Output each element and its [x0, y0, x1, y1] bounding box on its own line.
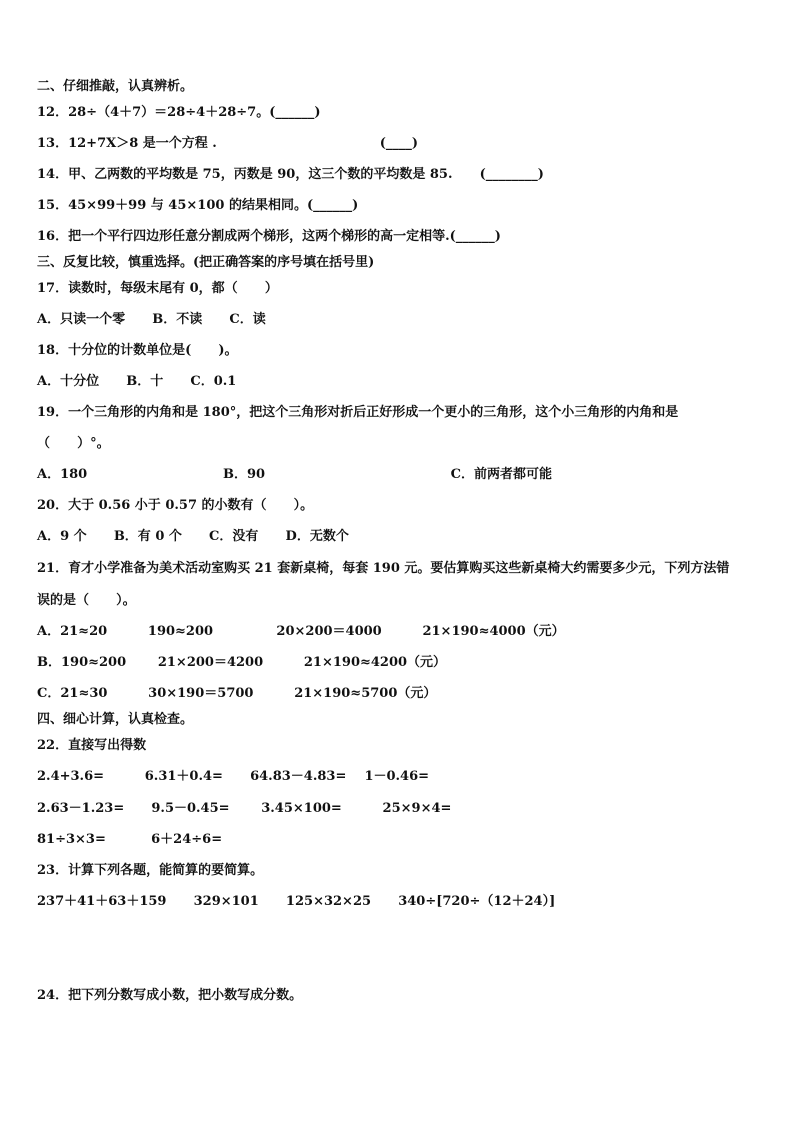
question-23: 23．计算下列各题，能简算的要简算。 — [37, 863, 264, 878]
question-12: 12．28÷（4＋7）＝28÷4＋28÷7。(______) — [37, 105, 321, 120]
question-17-options: A．只读一个零 B．不读 C．读 — [37, 312, 266, 327]
question-19-line2: （ ）°。 — [37, 436, 110, 451]
question-19-options: A．180 B．90 C．前两者都可能 — [37, 467, 552, 482]
question-18: 18．十分位的计数单位是( )。 — [37, 343, 238, 358]
question-19-line1: 19．一个三角形的内角和是 180°，把这个三角形对折后正好形成一个更小的三角形，这个小三角形的内角和是 — [37, 405, 679, 420]
question-23-row1: 237＋41＋63＋159 329×101 125×32×25 340÷[720÷（12＋24）] — [37, 894, 556, 909]
question-18-options: A．十分位 B．十 C．0.1 — [37, 374, 237, 389]
question-13: 13．12+7X＞8 是一个方程 . (____) — [37, 136, 419, 151]
question-22-row2: 2.63－1.23= 9.5－0.45= 3.45×100= 25×9×4= — [37, 801, 452, 816]
section-heading-3: 三、反复比较，慎重选择。(把正确答案的序号填在括号里) — [37, 255, 375, 270]
question-21-line2: 误的是（ ）。 — [37, 593, 136, 608]
question-21-option-b: B．190≈200 21×200＝4200 21×190≈4200（元） — [37, 655, 447, 670]
question-22-row3: 81÷3×3= 6＋24÷6= — [37, 832, 223, 847]
question-21-option-c: C．21≈30 30×190＝5700 21×190≈5700（元） — [37, 686, 437, 701]
question-20: 20．大于 0.56 小于 0.57 的小数有（ ）。 — [37, 498, 314, 513]
question-14: 14．甲、乙两数的平均数是 75，丙数是 90，这三个数的平均数是 85. (________) — [37, 167, 544, 182]
question-22: 22．直接写出得数 — [37, 738, 147, 753]
question-20-options: A．9 个 B．有 0 个 C．没有 D．无数个 — [37, 529, 349, 544]
section-heading-4: 四、细心计算，认真检查。 — [37, 712, 194, 727]
question-21-line1: 21．育才小学准备为美术活动室购买 21 套新桌椅，每套 190 元。要估算购买这些新桌椅大约需要多少元，下列方法错 — [37, 561, 730, 576]
question-17: 17．读数时，每级末尾有 0，都（ ） — [37, 281, 278, 296]
section-heading-2: 二、仔细推敲，认真辨析。 — [37, 79, 194, 94]
question-16: 16．把一个平行四边形任意分割成两个梯形，这两个梯形的高一定相等.(______) — [37, 229, 501, 244]
question-22-row1: 2.4+3.6= 6.31＋0.4= 64.83－4.83= 1－0.46= — [37, 769, 430, 784]
question-21-option-a: A．21≈20 190≈200 20×200＝4000 21×190≈4000（元） — [37, 624, 565, 639]
question-15: 15．45×99＋99 与 45×100 的结果相同。(______) — [37, 198, 359, 213]
question-24: 24．把下列分数写成小数，把小数写成分数。 — [37, 988, 303, 1003]
